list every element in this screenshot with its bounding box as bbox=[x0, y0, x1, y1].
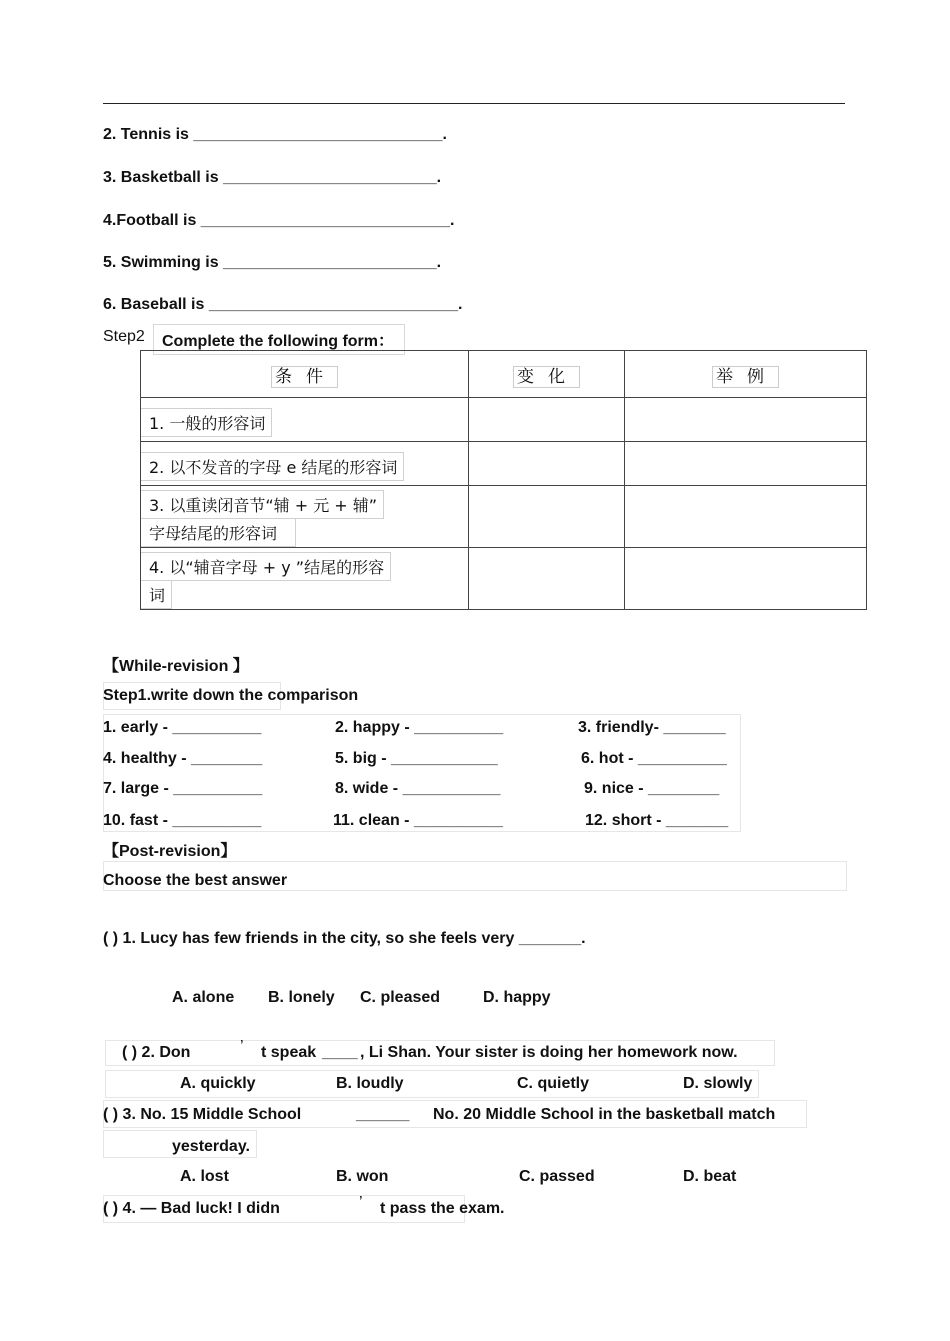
option[interactable]: D. happy bbox=[483, 989, 551, 1006]
answer-line-3: 3. Basketball is ________________________. bbox=[103, 169, 442, 186]
question-3-blank[interactable]: ______ bbox=[356, 1106, 410, 1123]
condition-cell bbox=[141, 398, 469, 442]
question-1-stem: ( ) 1. Lucy has few friends in the city, so she feels very _______. bbox=[103, 930, 586, 947]
option[interactable]: A. alone bbox=[172, 989, 235, 1006]
option[interactable]: C. pleased bbox=[360, 989, 441, 1006]
post-revision-heading: 【Post-revision】 bbox=[103, 843, 237, 860]
condition-text: 4. 以“辅音字母 + y ”结尾的形容 bbox=[141, 552, 391, 581]
comparison-item: 5. big - ____________ bbox=[335, 750, 498, 767]
table-row bbox=[141, 548, 867, 610]
option[interactable]: D. slowly bbox=[683, 1075, 753, 1092]
comparison-item: 4. healthy - ________ bbox=[103, 750, 263, 767]
question-2-stem-a: ( ) 2. Don bbox=[122, 1044, 191, 1061]
table-row bbox=[141, 486, 867, 548]
condition-text: 1. 一般的形容词 bbox=[141, 408, 272, 437]
example-cell[interactable] bbox=[625, 398, 867, 442]
answer-line-6: 6. Baseball is ____________________________. bbox=[103, 296, 463, 313]
comparison-item: 8. wide - ___________ bbox=[335, 780, 501, 797]
answer-line-4: 4.Football is ____________________________. bbox=[103, 212, 455, 229]
option[interactable]: B. loudly bbox=[336, 1075, 404, 1092]
condition-text: 2. 以不发音的字母 e 结尾的形容词 bbox=[141, 452, 404, 481]
table-row bbox=[141, 442, 867, 486]
comparison-item: 9. nice - ________ bbox=[584, 780, 720, 797]
comparison-item: 10. fast - __________ bbox=[103, 812, 262, 829]
option[interactable]: B. won bbox=[336, 1168, 389, 1185]
question-4-stem-b: t pass the exam. bbox=[380, 1200, 505, 1217]
question-2-stem-c: , Li Shan. Your sister is doing her homework now. bbox=[360, 1044, 738, 1061]
option[interactable]: C. passed bbox=[519, 1168, 595, 1185]
question-3-stem-b: No. 20 Middle School in the basketball match bbox=[433, 1106, 776, 1123]
comparison-item: 2. happy - __________ bbox=[335, 719, 504, 736]
answer-line-2: 2. Tennis is ____________________________. bbox=[103, 126, 447, 143]
question-2-blank[interactable]: ____ bbox=[322, 1044, 358, 1061]
answer-line-5: 5. Swimming is ________________________. bbox=[103, 254, 442, 271]
header-change bbox=[469, 351, 625, 398]
step2-title: Complete the following form： bbox=[153, 324, 405, 355]
while-revision-heading: 【While-revision 】 bbox=[103, 658, 249, 675]
table-row bbox=[141, 398, 867, 442]
example-cell[interactable] bbox=[625, 486, 867, 548]
comparison-item: 12. short - _______ bbox=[585, 812, 729, 829]
comparison-item: 1. early - __________ bbox=[103, 719, 262, 736]
condition-text-cont: 字母结尾的形容词 bbox=[141, 519, 296, 547]
comparison-item: 3. friendly- _______ bbox=[578, 719, 726, 736]
option[interactable]: A. lost bbox=[180, 1168, 229, 1185]
condition-text-cont: 词 bbox=[141, 581, 172, 609]
condition-cell bbox=[141, 486, 469, 548]
header-condition-text: 条件 bbox=[271, 366, 338, 388]
comparison-item: 6. hot - __________ bbox=[581, 750, 727, 767]
condition-cell bbox=[141, 442, 469, 486]
header-condition bbox=[141, 351, 469, 398]
option[interactable]: A. quickly bbox=[180, 1075, 256, 1092]
question-4-stem-a: ( ) 4. — Bad luck! I didn bbox=[103, 1200, 280, 1217]
change-cell[interactable] bbox=[469, 398, 625, 442]
comparison-item: 7. large - __________ bbox=[103, 780, 263, 797]
condition-text: 3. 以重读闭音节“辅 + 元 + 辅” bbox=[141, 490, 384, 519]
header-example-text: 举例 bbox=[712, 366, 779, 388]
comparison-form-table bbox=[140, 350, 867, 610]
comparison-item: 11. clean - __________ bbox=[333, 812, 503, 829]
header-rule bbox=[103, 103, 845, 104]
example-cell[interactable] bbox=[625, 548, 867, 610]
step1-instruction: Step1.write down the comparison bbox=[103, 687, 359, 704]
change-cell[interactable] bbox=[469, 442, 625, 486]
option[interactable]: B. lonely bbox=[268, 989, 335, 1006]
apostrophe: ’ bbox=[359, 1194, 363, 1211]
step2-label: Step2 bbox=[103, 328, 145, 345]
change-cell[interactable] bbox=[469, 486, 625, 548]
question-2-stem-b: t speak bbox=[261, 1044, 317, 1061]
apostrophe: ’ bbox=[240, 1038, 244, 1055]
option[interactable]: D. beat bbox=[683, 1168, 737, 1185]
question-3-stem-a: ( ) 3. No. 15 Middle School bbox=[103, 1106, 302, 1123]
option[interactable]: C. quietly bbox=[517, 1075, 590, 1092]
header-change-text: 变化 bbox=[513, 366, 580, 388]
table-header-row bbox=[141, 351, 867, 398]
condition-cell bbox=[141, 548, 469, 610]
question-3-stem-cont: yesterday. bbox=[172, 1138, 250, 1155]
header-example bbox=[625, 351, 867, 398]
change-cell[interactable] bbox=[469, 548, 625, 610]
choose-instruction: Choose the best answer bbox=[103, 872, 288, 889]
example-cell[interactable] bbox=[625, 442, 867, 486]
